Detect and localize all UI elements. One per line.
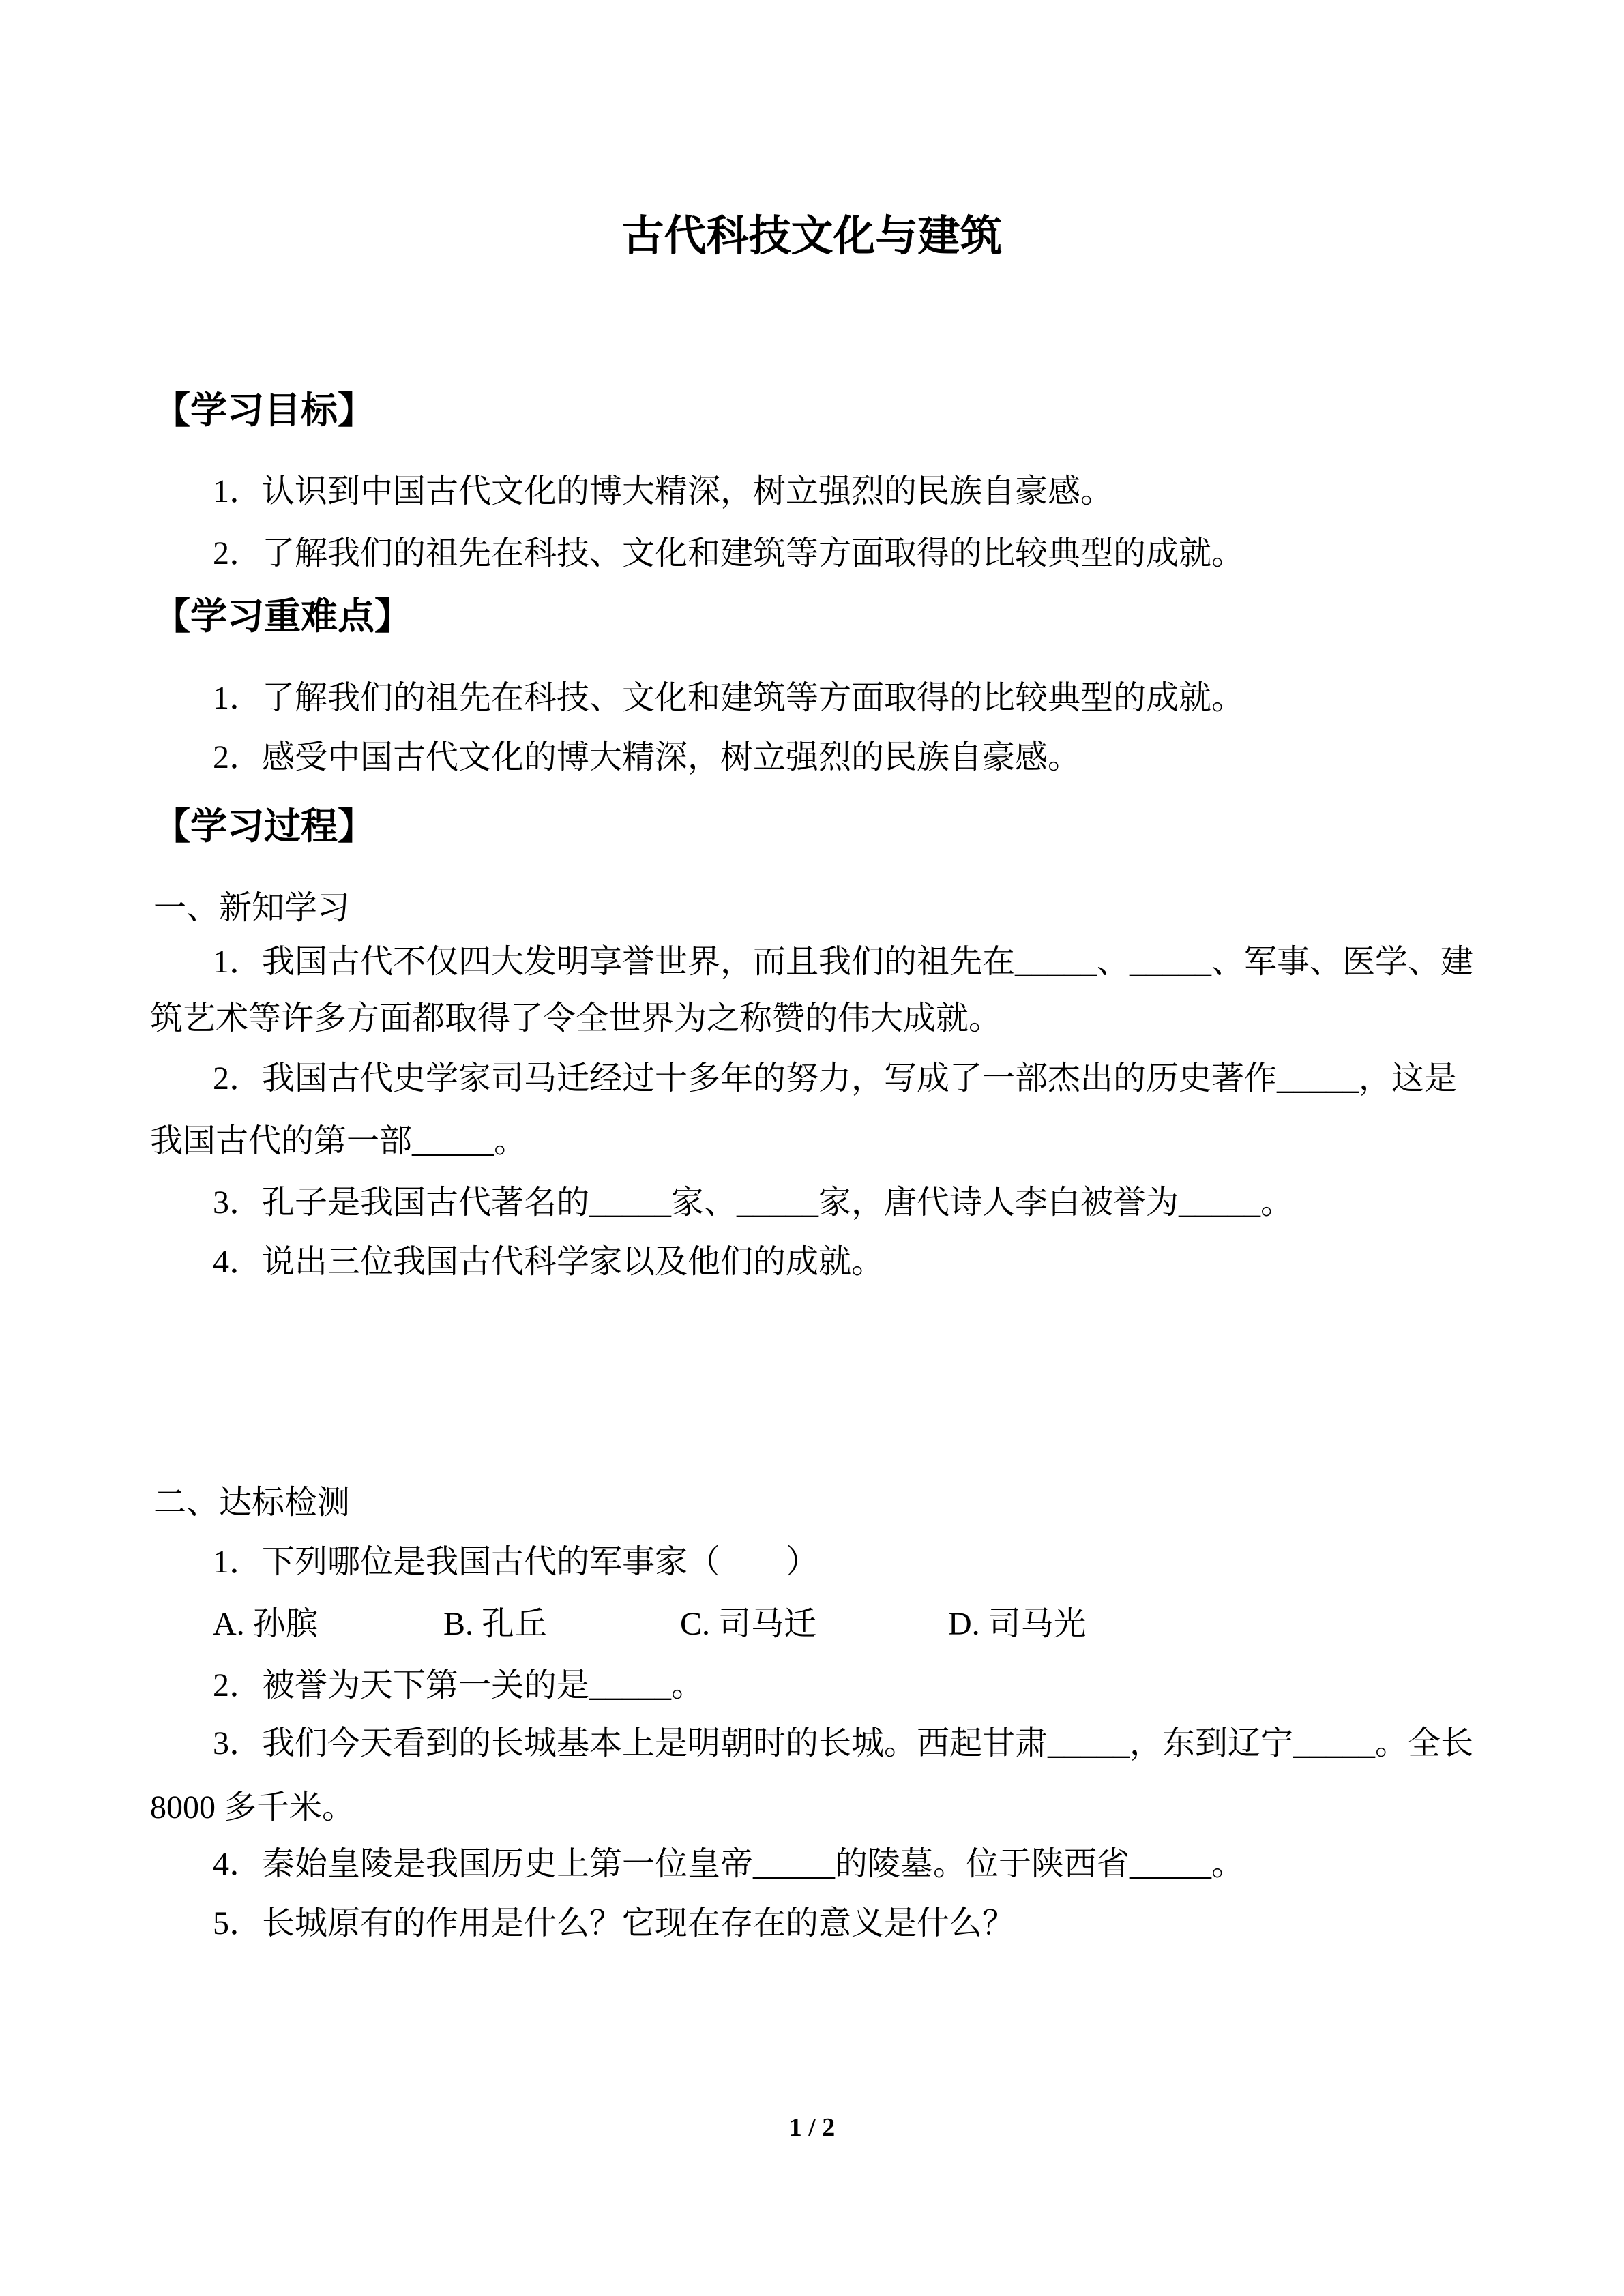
part1-question-2-line-2: 我国古代的第一部_____。 bbox=[150, 1123, 527, 1159]
part1-question-1-line-2: 筑艺术等许多方面都取得了令全世界为之称赞的伟大成就。 bbox=[150, 1000, 1002, 1037]
objectives-item-1: 1．认识到中国古代文化的博大精深，树立强烈的民族自豪感。 bbox=[213, 473, 1114, 509]
key-points-item-2: 2．感受中国古代文化的博大精深，树立强烈的民族自豪感。 bbox=[213, 739, 1081, 775]
part2-question-4: 4．秦始皇陵是我国历史上第一位皇帝_____的陵墓。位于陕西省_____。 bbox=[213, 1846, 1245, 1882]
part1-question-4: 4．说出三位我国古代科学家以及他们的成就。 bbox=[213, 1244, 885, 1280]
page-number: 1 / 2 bbox=[788, 2113, 836, 2142]
part2-label: 二、达标检测 bbox=[153, 1485, 351, 1521]
part2-question-1-options bbox=[0, 1605, 1624, 1645]
section-heading-key-points: 【学习重难点】 bbox=[153, 596, 411, 637]
part1-question-1-line-1: 1．我国古代不仅四大发明享誉世界，而且我们的祖先在_____、_____、军事、医学、建 bbox=[213, 944, 1474, 980]
section-heading-objectives: 【学习目标】 bbox=[153, 390, 374, 431]
part2-question-3-line-1: 3．我们今天看到的长城基本上是明朝时的长城。西起甘肃_____，东到辽宁_____。全长 bbox=[213, 1725, 1474, 1761]
option-c: C. 司马迁 bbox=[680, 1606, 817, 1642]
section-heading-process: 【学习过程】 bbox=[153, 806, 374, 847]
part2-question-1: 1．下列哪位是我国古代的军事家（ ） bbox=[213, 1544, 819, 1580]
part1-label: 一、新知学习 bbox=[153, 890, 351, 926]
part2-question-3-line-2: 8000 多千米。 bbox=[150, 1789, 355, 1825]
option-a: A. 孙膑 bbox=[213, 1606, 319, 1642]
document-title: 古代科技文化与建筑 bbox=[621, 213, 1003, 260]
option-b: B. 孔丘 bbox=[443, 1606, 548, 1642]
part1-question-3: 3．孔子是我国古代著名的_____家、_____家，唐代诗人李白被誉为_____。 bbox=[213, 1184, 1294, 1221]
objectives-item-2: 2．了解我们的祖先在科技、文化和建筑等方面取得的比较典型的成就。 bbox=[213, 535, 1245, 571]
key-points-item-1: 1．了解我们的祖先在科技、文化和建筑等方面取得的比较典型的成就。 bbox=[213, 680, 1245, 716]
part2-question-2: 2．被誉为天下第一关的是_____。 bbox=[213, 1667, 705, 1703]
part1-question-2-line-1: 2．我国古代史学家司马迁经过十多年的努力，写成了一部杰出的历史著作_____，这是 bbox=[213, 1060, 1458, 1097]
option-d: D. 司马光 bbox=[948, 1606, 1087, 1642]
part2-question-5: 5．长城原有的作用是什么？它现在存在的意义是什么？ bbox=[213, 1905, 1016, 1941]
